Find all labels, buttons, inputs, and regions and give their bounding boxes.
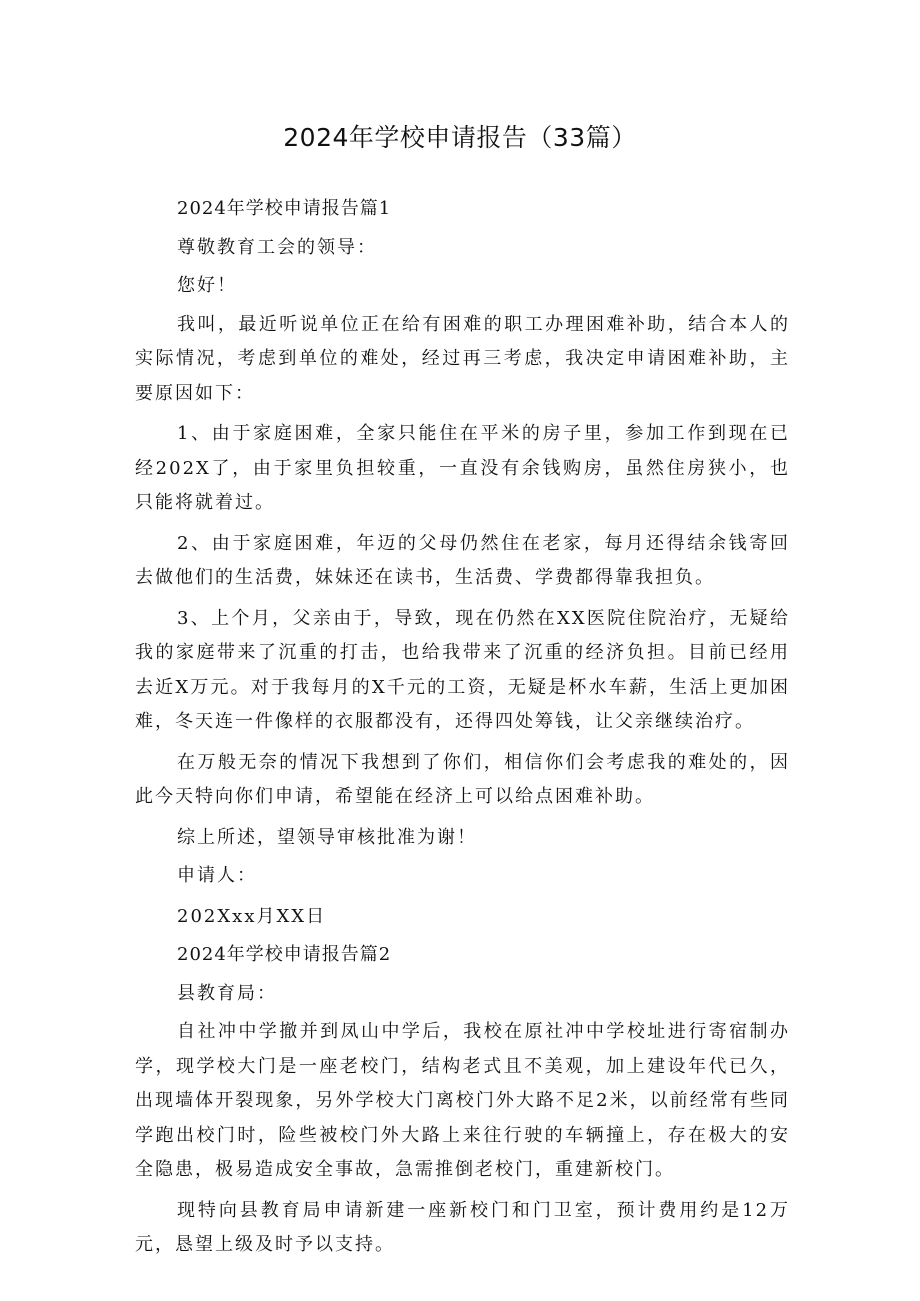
document-title: 2024年学校申请报告（33篇） (283, 123, 637, 152)
applicant-label: 申请人： (177, 865, 257, 886)
body-paragraph: 3、上个月，父亲由于，导致，现在仍然在XX医院住院治疗，无疑给我的家庭带来了沉重的打击，也给我带来了沉重的经济负担。目前已经用去近X万元。对于我每月的X千元的工资，无疑是杯水车薪，生活上更加困难，冬天连一件像样的衣服都没有，还得四处筹钱，让父亲继续治疗。 (135, 607, 790, 732)
greeting: 您好！ (177, 275, 237, 296)
body-paragraph: 在万般无奈的情况下我想到了你们，相信你们会考虑我的难处的，因此今天特向你们申请，希望能在经济上可以给点困难补助。 (135, 751, 790, 807)
closing-line: 综上所述，望领导审核批准为谢！ (177, 826, 477, 848)
addressee: 县教育局： (177, 982, 277, 1004)
body-paragraph: 我叫，最近听说单位正在给有困难的职工办理困难补助，结合本人的实际情况，考虑到单位的难处，经过再三考虑，我决定申请困难补助，主要原因如下： (135, 313, 790, 404)
section-heading-1: 2024年学校申请报告篇1 (177, 198, 392, 219)
salutation: 尊敬教育工会的领导： (177, 236, 377, 258)
body-paragraph: 现特向县教育局申请新建一座新校门和门卫室，预计费用约是12万元，恳望上级及时予以支持。 (135, 1199, 790, 1255)
body-paragraph: 自社冲中学撤并到凤山中学后，我校在原社冲中学校址进行寄宿制办学，现学校大门是一座老校门，结构老式且不美观，加上建设年代已久，出现墙体开裂现象，另外学校大门离校门外大路不足2米，以前经常有些同学跑出校门时，险些被校门外大路上来往行驶的车辆撞上，存在极大的安全隐患，极易造成安全事故，急需推倒老校门，重建新校门。 (135, 1021, 790, 1180)
section-heading-2: 2024年学校申请报告篇2 (177, 944, 392, 965)
document-body (135, 192, 790, 1263)
body-paragraph: 1、由于家庭困难，全家只能住在平米的房子里，参加工作到现在已经202X了，由于家里负担较重，一直没有余钱购房，虽然住房狭小，也只能将就着过。 (135, 423, 790, 513)
body-paragraph: 2、由于家庭困难，年迈的父母仍然住在老家，每月还得结余钱寄回去做他们的生活费，妹妹还在读书，生活费、学费都得靠我担负。 (135, 532, 790, 588)
date-line: 202Xxx月XX日 (177, 905, 327, 927)
